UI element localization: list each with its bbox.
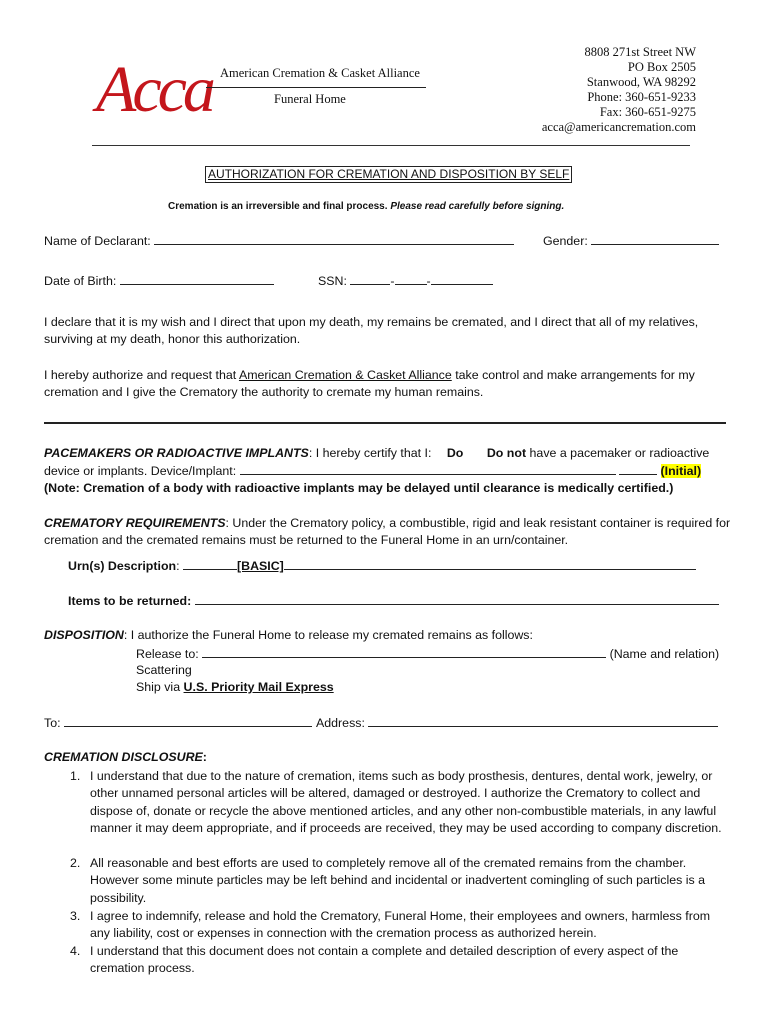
address-row bbox=[316, 715, 718, 730]
disclosure-heading bbox=[44, 750, 207, 764]
org-sub: Funeral Home bbox=[274, 92, 346, 106]
gender-row bbox=[543, 233, 719, 248]
crematory-paragraph bbox=[44, 515, 734, 549]
org-name: American Cremation & Casket Alliance bbox=[220, 66, 420, 80]
dob-row bbox=[44, 273, 274, 288]
declaration-paragraph: I declare that it is my wish and I direct that upon my death, my remains be cremated, and I direct that all of my relatives, surviving at my death, honor this authorization. bbox=[44, 315, 699, 346]
ssn-field-2[interactable] bbox=[395, 273, 427, 285]
pacemaker-row bbox=[44, 446, 709, 460]
declarant-label: Name of Declarant: bbox=[44, 234, 151, 248]
pacemaker-heading: PACEMAKERS OR RADIOACTIVE IMPLANTS bbox=[44, 446, 309, 460]
device-row bbox=[44, 463, 701, 478]
initial-field[interactable] bbox=[619, 463, 657, 475]
list-item-text: I understand that this document does not contain a complete and detailed description of every aspect of the cremation process. bbox=[90, 944, 679, 976]
device-label: device or implants. Device/Implant: bbox=[44, 464, 237, 478]
to-row bbox=[44, 715, 312, 730]
header-divider bbox=[92, 145, 690, 146]
address-field[interactable] bbox=[368, 715, 718, 727]
disposition-text: : I authorize the Funeral Home to release my cremated remains as follows: bbox=[123, 628, 533, 642]
disclosure-title: CREMATION DISCLOSURE bbox=[44, 750, 203, 764]
release-row bbox=[136, 646, 719, 661]
org-name-rule bbox=[206, 87, 426, 88]
address-line: 8808 271st Street NW bbox=[584, 45, 696, 59]
disclosure-colon: : bbox=[202, 750, 207, 764]
dob-label: Date of Birth: bbox=[44, 274, 117, 288]
list-item-text: I agree to indemnify, release and hold the Crematory, Funeral Home, their employees and owners, harmless from any liability, cost or expenses in connection with the cremation process as authorized herein. bbox=[90, 909, 711, 941]
ssn-separator: - bbox=[390, 274, 395, 288]
crematory-heading: CREMATORY REQUIREMENTS bbox=[44, 516, 226, 530]
option-do[interactable]: Do bbox=[446, 446, 464, 460]
subtitle-italic: Please read carefully before signing. bbox=[390, 201, 565, 212]
items-label: Items to be returned: bbox=[68, 594, 192, 608]
form-title: AUTHORIZATION FOR CREMATION AND DISPOSITION BY SELF bbox=[205, 166, 572, 183]
dob-field[interactable] bbox=[120, 273, 274, 285]
pacemaker-text: : I hereby certify that I: bbox=[308, 446, 432, 460]
gender-label: Gender: bbox=[543, 234, 588, 248]
address-line: PO Box 2505 bbox=[627, 60, 696, 74]
list-item bbox=[70, 855, 730, 907]
list-item-text: I understand that due to the nature of cremation, items such as body prosthesis, dentures, dental work, jewelry, or other unnamed personal articles will be altered, damaged or destroyed. I authorize the Crematory to collect and dispose of, donate or recycle the above mentioned articles, and any other non-combustible materials, in any lawful manner it may deem appropriate, and if proceeds are received, they may be used according to company discretion. bbox=[90, 769, 722, 836]
list-number: 2. bbox=[70, 856, 81, 870]
urn-value[interactable]: [BASIC] bbox=[237, 559, 284, 573]
release-label: Release to: bbox=[136, 647, 199, 661]
device-field[interactable] bbox=[240, 463, 616, 475]
items-field[interactable] bbox=[195, 593, 719, 605]
authorize-pre: I hereby authorize and request that bbox=[44, 368, 237, 382]
list-number: 4. bbox=[70, 944, 81, 958]
list-item bbox=[70, 943, 730, 978]
authorize-post: take control and make arrangements for my cremation and I give the Crematory the authority to cremate my human remains. bbox=[44, 368, 695, 399]
urn-colon: : bbox=[176, 559, 180, 573]
urn-field-tail[interactable] bbox=[284, 558, 696, 570]
ship-value[interactable]: U.S. Priority Mail Express bbox=[183, 680, 334, 694]
phone: Phone: 360-651-9233 bbox=[587, 90, 696, 104]
ship-label: Ship via bbox=[136, 680, 181, 694]
name-relation-label: (Name and relation) bbox=[609, 647, 720, 661]
form-subtitle bbox=[168, 201, 564, 212]
gender-field[interactable] bbox=[591, 233, 719, 245]
disposition-heading: DISPOSITION bbox=[44, 628, 124, 642]
urn-field-lead[interactable] bbox=[183, 558, 237, 570]
ssn-field-1[interactable] bbox=[350, 273, 390, 285]
list-item-text: All reasonable and best efforts are used to completely remove all of the cremated remains from the chamber. However some minute particles may be left behind and incidental or inadvertent comingling of such particles is a possibility. bbox=[90, 856, 706, 905]
logo-text: Acca bbox=[96, 53, 212, 126]
ssn-row bbox=[318, 273, 493, 288]
ssn-label: SSN: bbox=[318, 274, 347, 288]
contact-block bbox=[542, 45, 696, 135]
ship-row bbox=[136, 680, 334, 694]
urn-row bbox=[68, 558, 696, 573]
authorization-paragraph bbox=[44, 367, 734, 401]
option-do-not[interactable]: Do not bbox=[486, 446, 527, 460]
to-label: To: bbox=[44, 716, 61, 730]
list-number: 1. bbox=[70, 769, 81, 783]
scattering-option[interactable]: Scattering bbox=[136, 663, 192, 677]
list-number: 3. bbox=[70, 909, 81, 923]
disposition-row bbox=[44, 628, 533, 642]
declarant-field[interactable] bbox=[154, 233, 514, 245]
pacemaker-note: (Note: Cremation of a body with radioactive implants may be delayed until clearance is medically certified.) bbox=[44, 481, 674, 495]
crematory-text: : Under the Crematory policy, a combustible, rigid and leak resistant container is required for cremation and the cremated remains must be returned to the Funeral Home in an urn/container. bbox=[44, 516, 731, 547]
to-field[interactable] bbox=[64, 715, 312, 727]
address-label: Address: bbox=[316, 716, 365, 730]
urn-label: Urn(s) Description bbox=[68, 559, 177, 573]
pacemaker-text-2: have a pacemaker or radioactive bbox=[529, 446, 710, 460]
list-item bbox=[70, 768, 730, 838]
ssn-separator: - bbox=[426, 274, 431, 288]
ssn-field-3[interactable] bbox=[431, 273, 493, 285]
address-line: Stanwood, WA 98292 bbox=[586, 75, 696, 89]
initial-label: (Initial) bbox=[660, 464, 702, 478]
declarant-row bbox=[44, 233, 514, 248]
authorize-org: American Cremation & Casket Alliance bbox=[238, 368, 452, 382]
subtitle-plain: Cremation is an irreversible and final process. bbox=[168, 201, 388, 212]
release-field[interactable] bbox=[202, 646, 606, 658]
logo bbox=[96, 50, 256, 130]
items-row bbox=[68, 593, 719, 608]
section-divider bbox=[44, 422, 726, 424]
list-item bbox=[70, 908, 730, 943]
email-link[interactable]: acca@americancremation.com bbox=[541, 120, 696, 134]
fax: Fax: 360-651-9275 bbox=[599, 105, 696, 119]
